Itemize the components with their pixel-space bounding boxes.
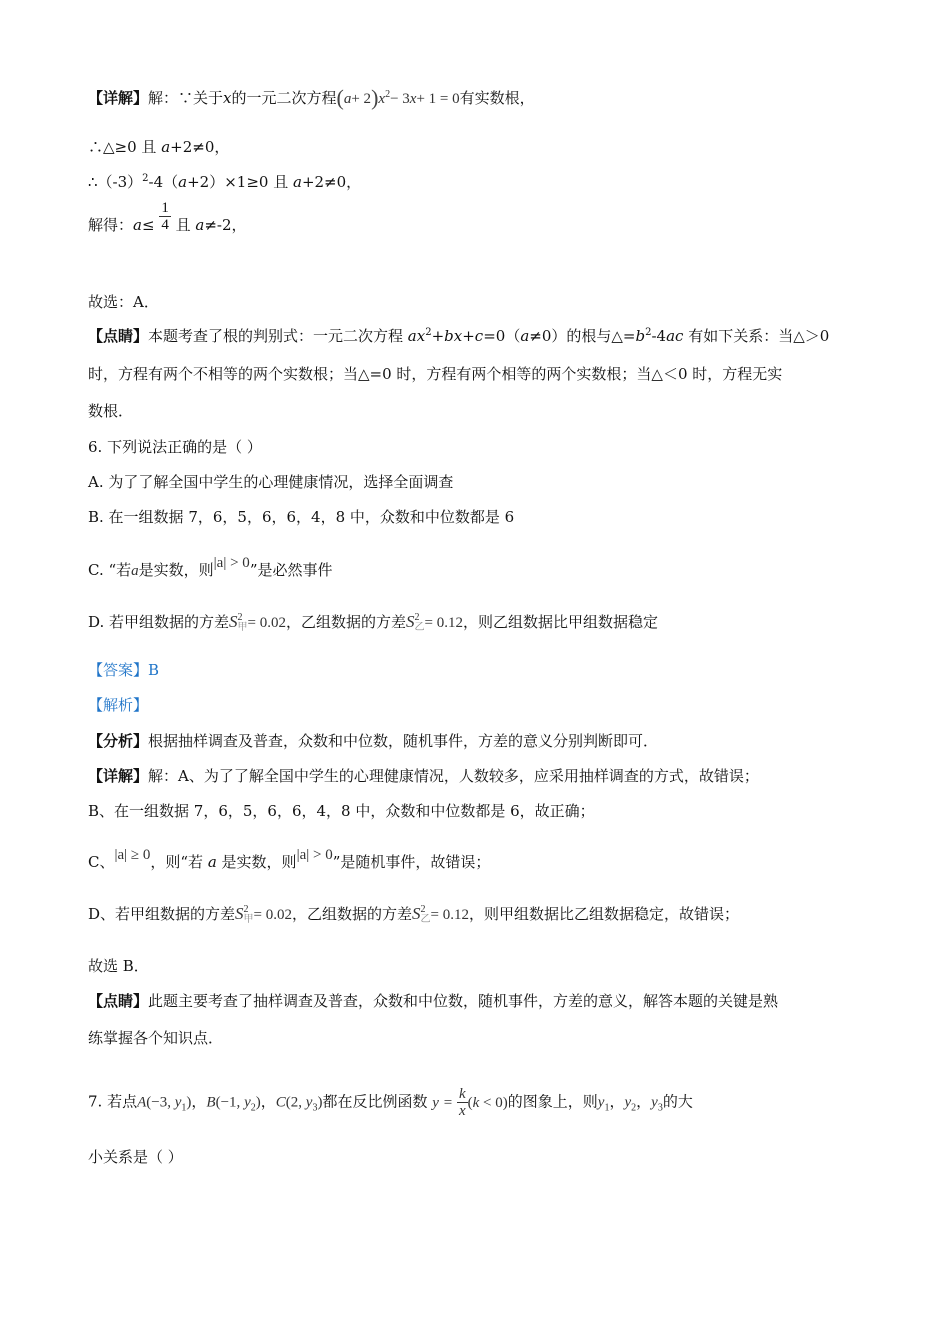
inverse-function: y = $\frac{k}{x}$ (k < 0) [432, 1086, 508, 1119]
tip-line-2: 时，方程有两个不相等的两个实数根；当△=0 时，方程有两个相等的两个实数根；当△＜0 时，方程无实 [88, 365, 783, 383]
answer-label: 【答案】B [88, 661, 160, 679]
q6-tip-1: 【点睛】此题主要考查了抽样调查及普查，众数和中位数，随机事件，方差的意义，解答本题的关键是熟 [88, 992, 779, 1010]
tip-line-3: 数根． [88, 402, 134, 420]
step-3: 解得：a≤ $\frac{1}{4}$ 且 a≠-2， [88, 199, 247, 234]
q6-option-c: C. “若a是实数，则|a| > 0”是必然事件 [88, 555, 333, 579]
choice-line: 故选：A． [88, 293, 159, 311]
quadratic-equation: $(a+ 2)x^2- 3x+ 1 = 0$ [336, 85, 460, 110]
detail-line: 【详解】解：∵关于x的一元二次方程$(a+ 2)x^2- 3x+ 1 = 0$有实数根， [88, 85, 535, 110]
q7-stem-line-2: 小关系是（ ） [88, 1148, 183, 1166]
q6-stem: 6. 下列说法正确的是（ ） [88, 438, 262, 456]
detail-tag: 【详解】 [88, 89, 149, 107]
q6-fenxi: 【分析】根据抽样调查及普查，众数和中位数，随机事件，方差的意义分别判断即可． [88, 732, 659, 750]
q6-option-a: A. 为了了解全国中学生的心理健康情况，选择全面调查 [88, 473, 454, 491]
q6-xiangjie-a: 【详解】解：A、为了了解全国中学生的心理健康情况，人数较多，应采用抽样调查的方式，故错误； [88, 767, 759, 785]
analysis-label: 【解析】 [88, 696, 149, 714]
q6-xiangjie-d: D、若甲组数据的方差S 2 甲 = 0.02，乙组数据的方差S 2 乙 = 0.12，则甲组数据比乙组数据稳定，故错误； [88, 904, 739, 925]
step-1: ∴△≥0 且 a+2≠0， [88, 138, 230, 156]
q6-choice: 故选 B． [88, 957, 149, 975]
q6-xiangjie-b: B、在一组数据 7，6，5，6，6，4，8 中，众数和中位数都是 6，故正确； [88, 802, 595, 820]
q6-tip-2: 练掌握各个知识点． [88, 1029, 224, 1047]
q6-option-b: B. 在一组数据 7，6，5，6，6，4，8 中，众数和中位数都是 6 [88, 508, 515, 526]
q6-option-d: D. 若甲组数据的方差S 2 甲 = 0.02，乙组数据的方差S 2 乙 = 0.12，则乙组数据比甲组数据稳定 [88, 612, 658, 633]
tip-line-1: 【点睛】本题考查了根的判别式：一元二次方程 $ax^2+bx+c=0(a\ne 0)$的根与$\triangle=b^2-4ac$ 有如下关系：当△＞0 [88, 327, 830, 345]
q6-xiangjie-c: C、|a| ≥ 0，则“若 a 是实数，则|a| > 0”是随机事件，故错误； [88, 847, 491, 871]
q7-stem-line-1: 7. 若点A(−3, $y_1$)，B(−1, $y_2$)，C(2, $y_3$)都在反比例函数 y = $\frac{k}{x}$ (k < 0)的图象上，则$y_1$，$y_2$，$y_3$的大 [88, 1086, 693, 1119]
step-2: $\therefore(-3)^2-4(a+2)\times 1\ge 0$ 且 a+2≠0， [88, 173, 362, 191]
fraction-one-quarter: $\frac{1}{4}$ [161, 199, 169, 233]
